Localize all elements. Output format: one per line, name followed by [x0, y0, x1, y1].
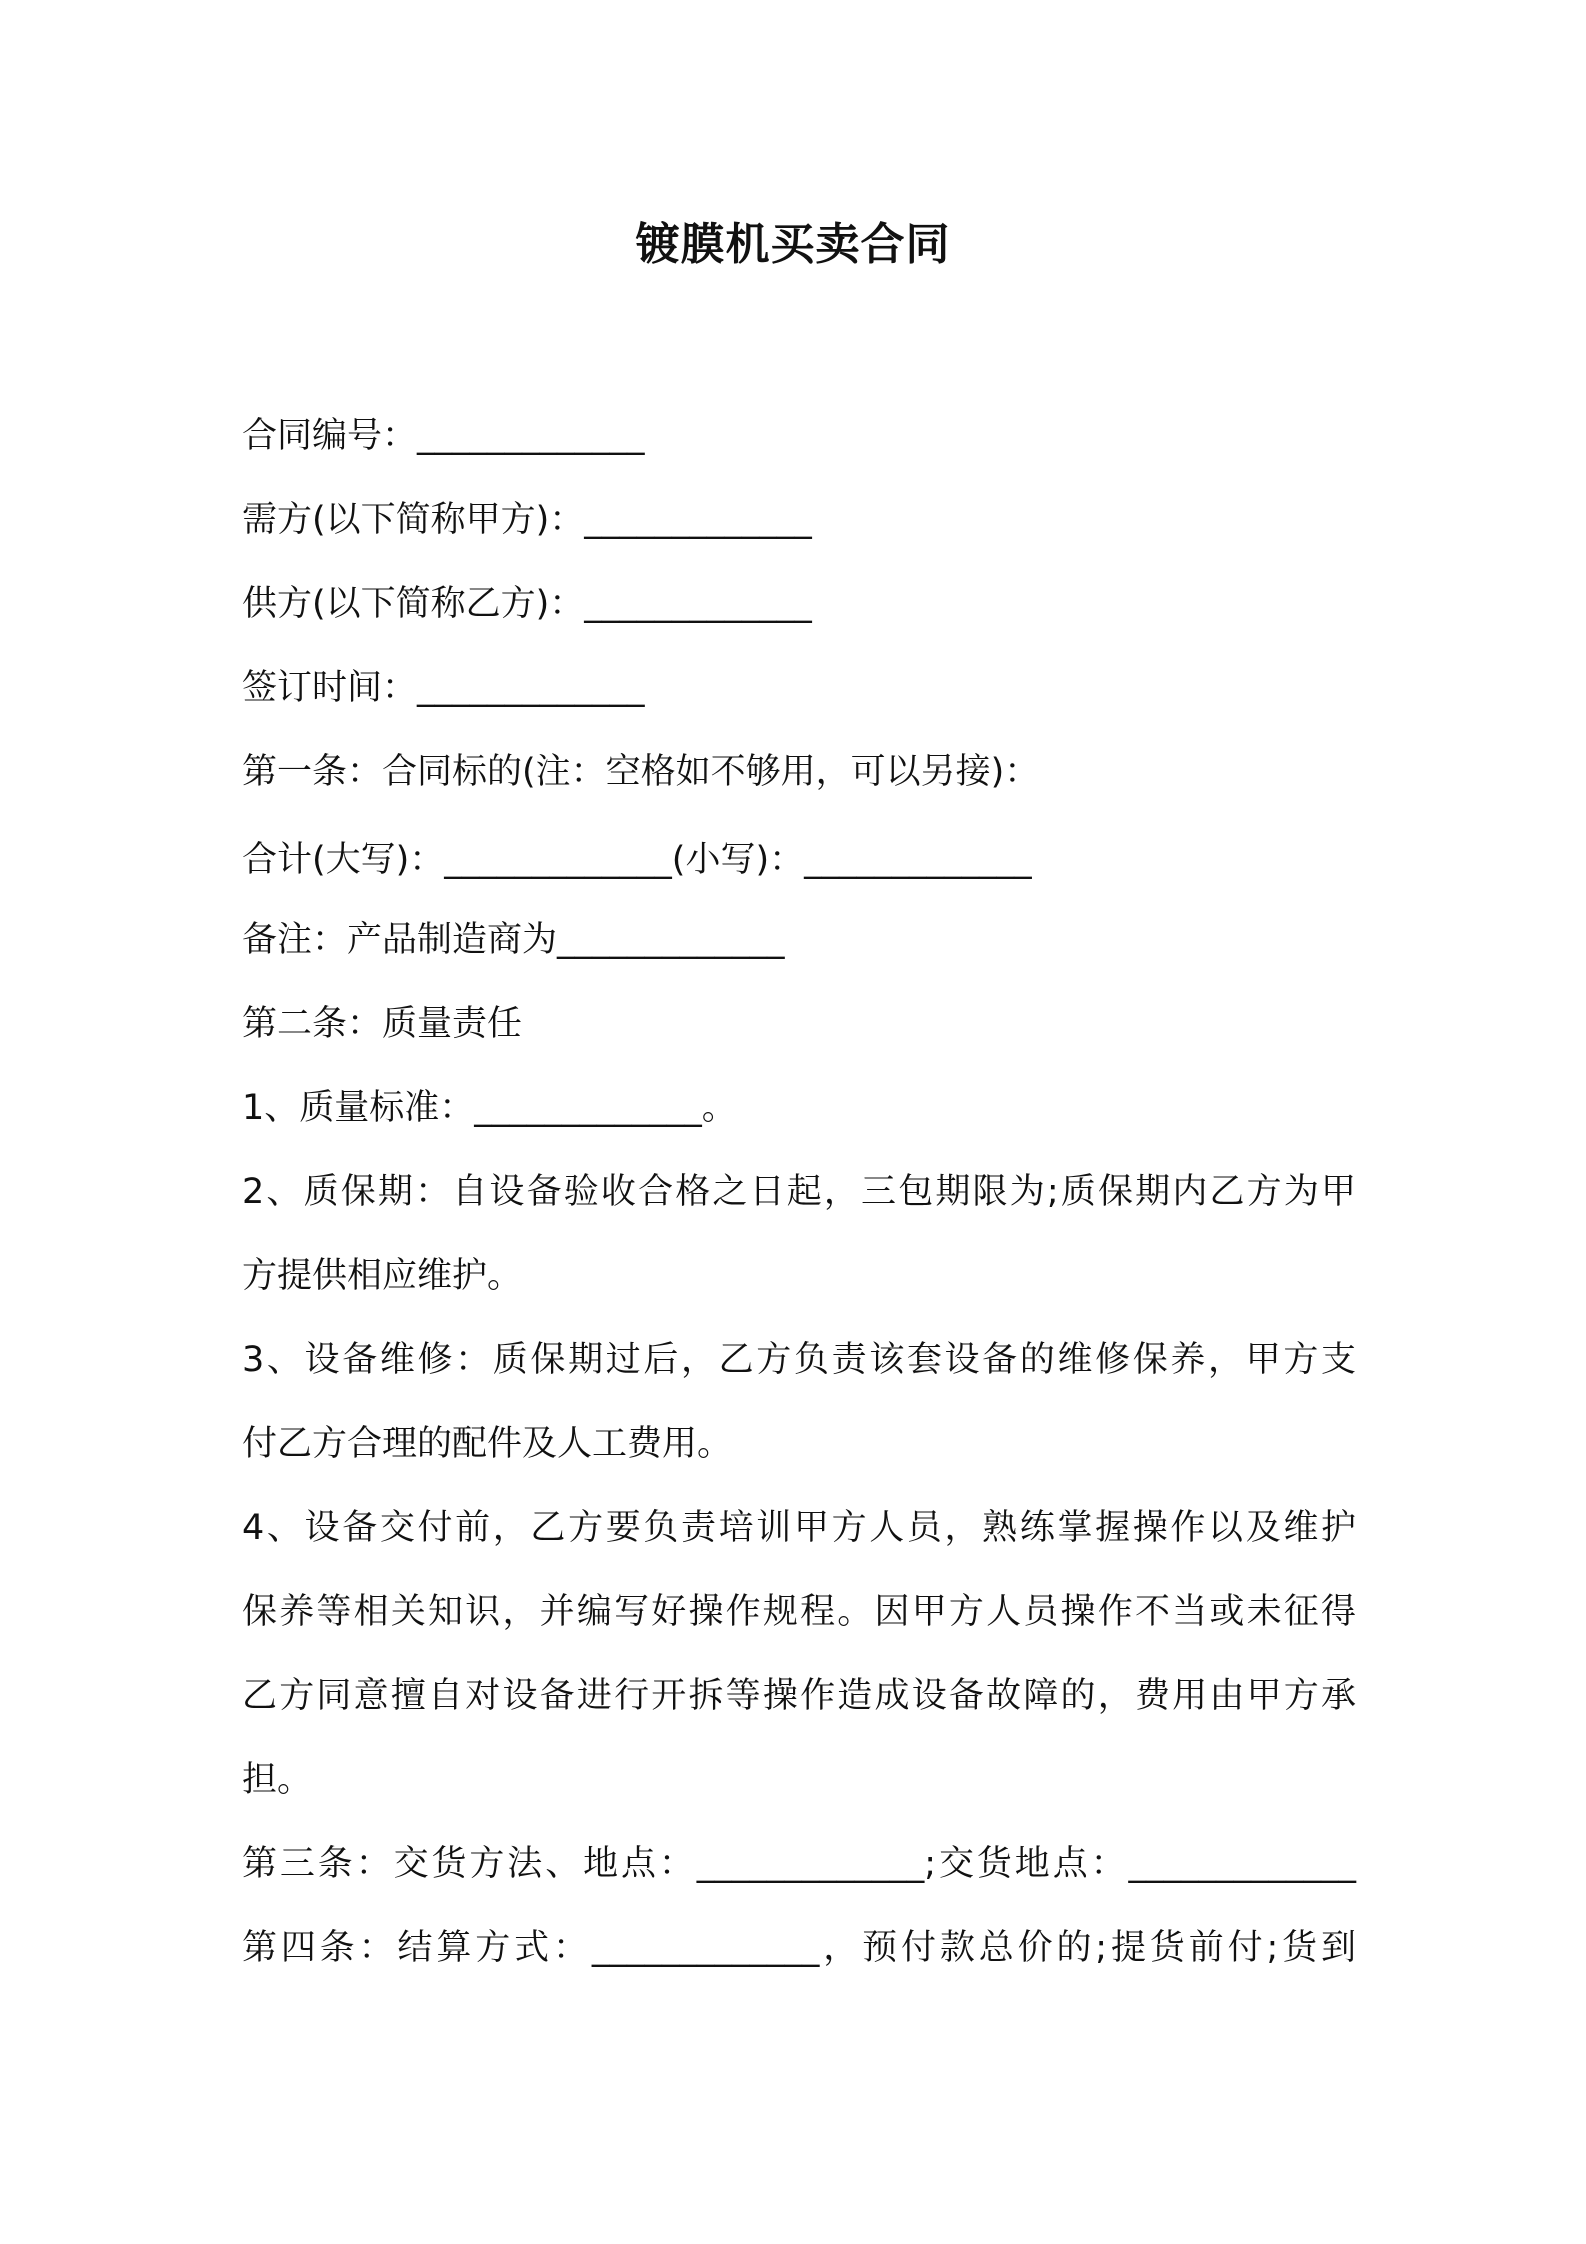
warranty-line-1: 2、质保期：自设备验收合格之日起，三包期限为;质保期内乙方为甲 [242, 1172, 1356, 1212]
remark-line: 备注：产品制造商为_____________ [242, 920, 785, 960]
signing-date-line: 签订时间：_____________ [242, 668, 645, 708]
maintenance-line-2: 付乙方合理的配件及人工费用。 [242, 1424, 733, 1464]
total-amount-line: 合计(大写)：_____________(小写)：_____________ [242, 840, 1032, 880]
training-line-3: 乙方同意擅自对设备进行开拆等操作造成设备故障的，费用由甲方承 [242, 1676, 1356, 1716]
document-title: 镀膜机买卖合同 [635, 219, 951, 270]
article-3-line: 第三条：交货方法、地点：_____________;交货地点：_____________ [242, 1844, 1356, 1884]
maintenance-line-1: 3、设备维修：质保期过后，乙方负责该套设备的维修保养，甲方支 [242, 1340, 1356, 1380]
buyer-line: 需方(以下简称甲方)：_____________ [242, 500, 812, 540]
warranty-line-2: 方提供相应维护。 [242, 1256, 523, 1296]
training-line-4: 担。 [242, 1760, 313, 1800]
article-4-line: 第四条：结算方式：_____________，预付款总价的;提货前付;货到 [242, 1928, 1356, 1968]
article-1-heading: 第一条：合同标的(注：空格如不够用，可以另接)： [242, 752, 1040, 792]
quality-standard-line: 1、质量标准：_____________。 [242, 1088, 737, 1128]
training-line-2: 保养等相关知识，并编写好操作规程。因甲方人员操作不当或未征得 [242, 1592, 1356, 1632]
contract-number-line: 合同编号：_____________ [242, 416, 645, 456]
training-line-1: 4、设备交付前，乙方要负责培训甲方人员，熟练掌握操作以及维护 [242, 1508, 1356, 1548]
seller-line: 供方(以下简称乙方)：_____________ [242, 584, 812, 624]
article-2-heading: 第二条：质量责任 [242, 1004, 523, 1044]
